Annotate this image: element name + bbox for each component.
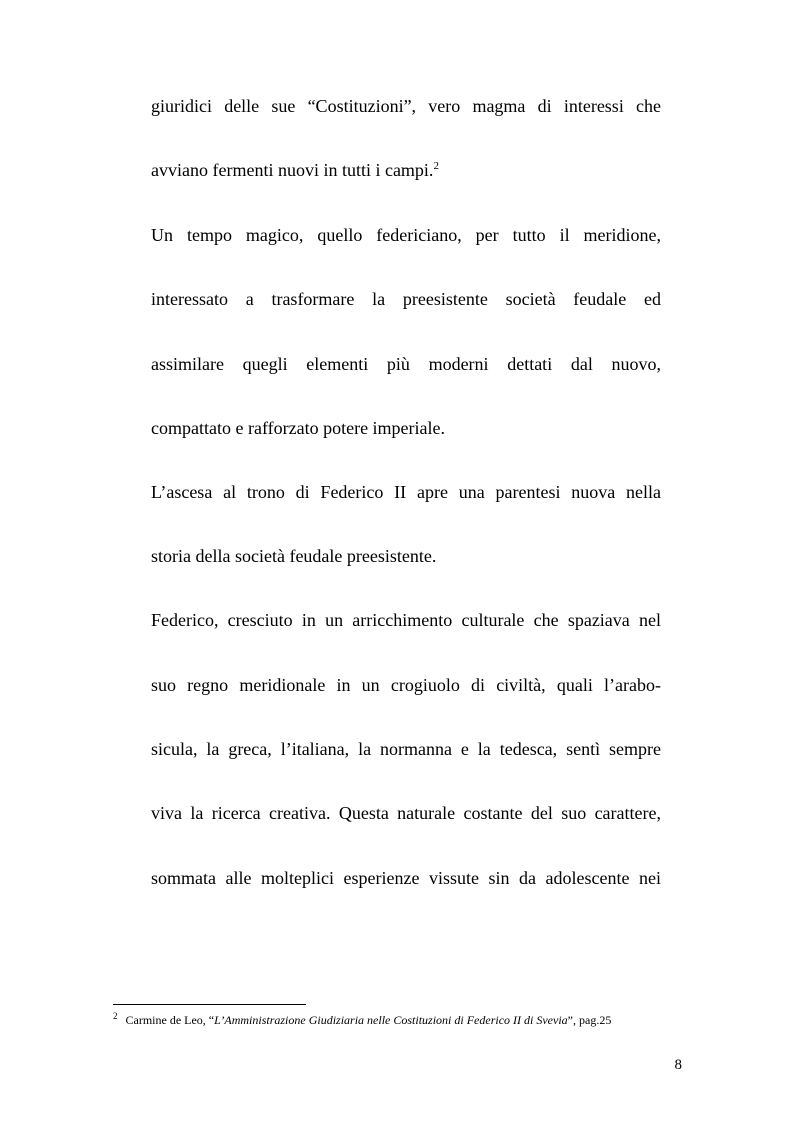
body-line-6: compattato e rafforzato potere imperiale. — [151, 418, 446, 438]
page-number: 8 — [674, 1057, 682, 1073]
body-line-4: interessato a trasformare la preesistente società feudale ed — [151, 289, 661, 309]
footnote-author: Carmine de Leo, “ — [125, 1013, 215, 1027]
footnote-number: 2 — [113, 1011, 118, 1021]
footnote-reference: 2 — [433, 160, 439, 172]
footnote — [113, 1012, 611, 1028]
footnote-suffix: ”, pag.25 — [567, 1013, 612, 1027]
body-line-11: sicula, la greca, l’italiana, la normanna e la tedesca, sentì sempre — [151, 739, 661, 759]
body-line-7: L’ascesa al trono di Federico II apre una parentesi nuova nella — [151, 482, 661, 502]
body-line-9: Federico, cresciuto in un arricchimento culturale che spaziava nel — [151, 610, 661, 630]
body-line-2-text: avviano fermenti nuovi in tutti i campi. — [151, 160, 434, 180]
body-line-10: suo regno meridionale in un crogiuolo di civiltà, quali l’arabo- — [151, 675, 661, 695]
body-line-3: Un tempo magico, quello federiciano, per tutto il meridione, — [151, 225, 661, 245]
footnote-title: L’Amministrazione Giudiziaria nelle Costituzioni di Federico II di Svevia — [214, 1013, 568, 1027]
body-line-2 — [151, 159, 661, 181]
body-line-13: sommata alle molteplici esperienze vissute sin da adolescente nei — [151, 868, 661, 888]
body-line-5: assimilare quegli elementi più moderni dettati dal nuovo, — [151, 354, 661, 374]
body-line-8: storia della società feudale preesistente. — [151, 546, 437, 566]
body-line-1: giuridici delle sue “Costituzioni”, vero magma di interessi che — [151, 96, 661, 116]
footnote-separator — [113, 1004, 306, 1005]
body-line-12: viva la ricerca creativa. Questa naturale costante del suo carattere, — [151, 803, 661, 823]
